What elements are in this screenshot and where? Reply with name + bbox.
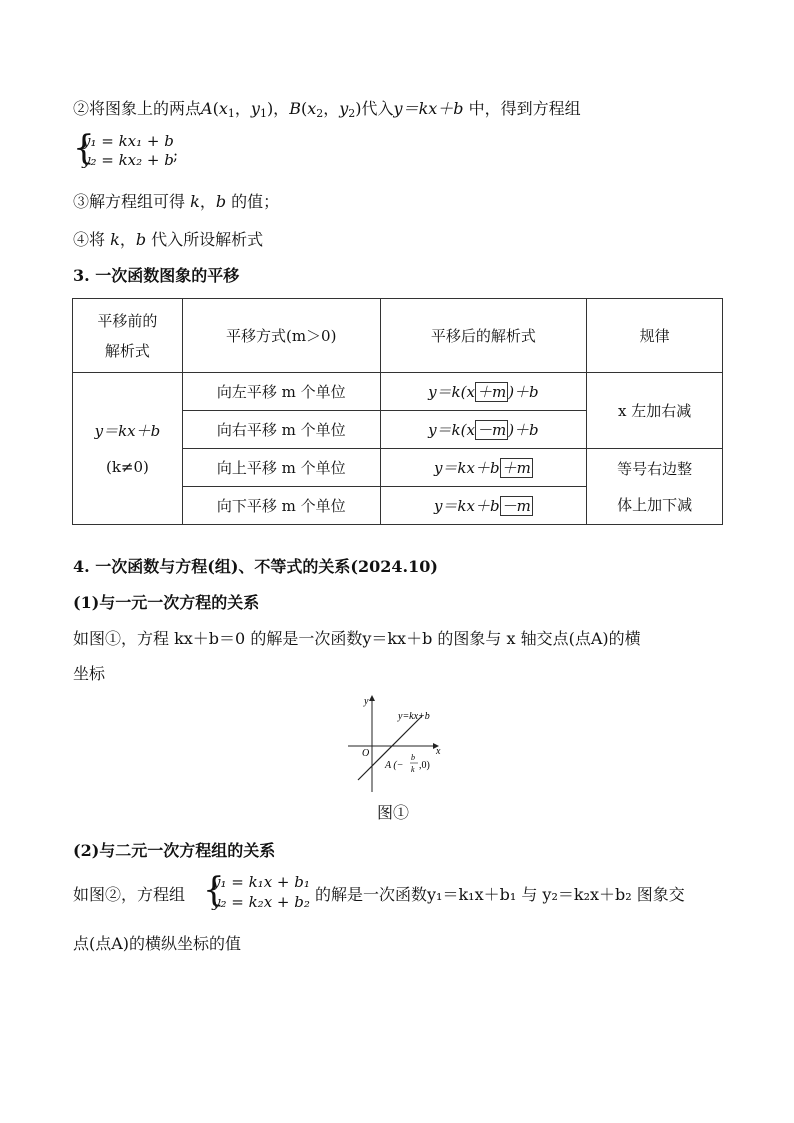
step-4-line	[73, 229, 263, 251]
step-4-text: 将	[89, 230, 111, 249]
system-2-line-1: y₁ = k₁x + b₁	[212, 873, 310, 891]
system-tail: ;	[173, 146, 179, 164]
x-axis-label: x	[436, 746, 441, 757]
section-3-title: 3. 一次函数图象的平移	[73, 266, 240, 285]
fraction-numerator: b	[411, 753, 415, 762]
after-cell	[380, 449, 587, 487]
step-3-text: 的值；	[226, 192, 280, 211]
after-pre: y＝kx＋b	[433, 497, 500, 515]
step-4-text: 代入所设解析式	[146, 230, 264, 249]
brace-icon: {	[73, 128, 95, 168]
var-b: b	[135, 230, 147, 249]
paren: (	[212, 99, 219, 118]
paren: )，	[266, 99, 290, 118]
paren: (	[300, 99, 308, 118]
comma: ，	[199, 192, 216, 211]
system-2-line-2: y₂ = k₂x + b₂	[212, 893, 310, 911]
point-a-tail: ,0)	[419, 760, 430, 771]
comma: ，	[323, 99, 340, 118]
y-axis-label: y	[364, 696, 369, 707]
boxed-term: ＋m	[476, 383, 507, 401]
header-method: 平移方式(m＞0)	[182, 299, 380, 373]
rule-cell-1: x 左加右减	[587, 373, 723, 449]
paragraph-1-line-1: 如图①，方程 kx＋b＝0 的解是一次函数y＝kx＋b 的图象与 x 轴交点(点A)的横	[73, 629, 641, 648]
circle-number-2: ②	[73, 99, 90, 118]
circle-number-3: ③	[73, 192, 90, 211]
header-before-line2: 解析式	[104, 341, 150, 360]
paragraph-1-line-2: 坐标	[73, 664, 106, 683]
subscript: 1	[227, 107, 235, 120]
subscript: 2	[316, 107, 324, 120]
comma: ，	[119, 230, 136, 249]
linear-equation: y＝kx＋b	[393, 99, 464, 118]
after-pre: y＝kx＋b	[433, 459, 500, 477]
step-2-text: 将图象上的两点	[89, 99, 202, 118]
header-before	[73, 299, 183, 373]
paragraph-2-line-2: 点(点A)的横纵坐标的值	[73, 934, 242, 953]
subscript: 1	[259, 107, 267, 120]
subscript: 2	[348, 107, 356, 120]
after-pre: y＝k(x	[428, 421, 475, 439]
fraction-denominator: k	[411, 765, 415, 774]
header-after: 平移后的解析式	[380, 299, 587, 373]
method-cell: 向左平移 m 个单位	[182, 373, 380, 411]
comma: ，	[234, 99, 251, 118]
system-line-2: y₂ = kx₂ + b	[82, 151, 174, 169]
paragraph-2-pre: 如图②，方程组	[73, 885, 186, 904]
after-cell	[380, 411, 587, 449]
brace-icon: {	[203, 870, 225, 910]
circle-number-4: ④	[73, 230, 90, 249]
method-cell: 向下平移 m 个单位	[182, 487, 380, 525]
before-condition: (k≠0)	[105, 457, 149, 476]
step-2-text: 中，得到方程组	[463, 99, 581, 118]
method-cell: 向上平移 m 个单位	[182, 449, 380, 487]
subsection-2-title: (2)与二元一次方程组的关系	[73, 841, 276, 860]
var-k: k	[110, 230, 120, 249]
point-b: B	[289, 99, 301, 118]
paragraph-2-post: 的解是一次函数y₁＝k₁x＋b₁ 与 y₂＝k₂x＋b₂ 图象交	[315, 885, 685, 904]
before-expression: y＝kx＋b	[94, 421, 161, 440]
after-pre: y＝k(x	[428, 383, 475, 401]
boxed-term: ＋m	[501, 459, 531, 477]
header-before-line1: 平移前的	[97, 311, 158, 330]
var-b: b	[215, 192, 227, 211]
before-expression-cell	[73, 373, 183, 525]
boxed-term: －m	[476, 421, 507, 439]
step-2-line	[73, 98, 581, 125]
figure-1-graph	[340, 692, 460, 796]
line-label: y=kx+b	[398, 711, 430, 722]
var-y: y	[250, 99, 260, 118]
table-row	[73, 373, 723, 411]
rule-cell-2	[587, 449, 723, 525]
boxed-term: －m	[501, 497, 531, 515]
step-3-text: 解方程组可得	[89, 192, 191, 211]
step-3-line	[73, 191, 279, 213]
section-4-title: 4. 一次函数与方程(组)、不等式的关系(2024.10)	[73, 557, 438, 576]
var-x: x	[218, 99, 228, 118]
table-header-row	[73, 299, 723, 373]
rule-2-line2: 体上加下减	[617, 495, 693, 514]
header-rule: 规律	[587, 299, 723, 373]
var-x: x	[307, 99, 317, 118]
var-k: k	[190, 192, 200, 211]
step-2-text: )代入	[355, 99, 394, 118]
system-line-1: y₁ = kx₁ + b	[82, 132, 174, 150]
origin-label: O	[362, 748, 370, 759]
after-cell	[380, 373, 587, 411]
rule-2-line1: 等号右边整	[617, 459, 693, 478]
point-a-label: A (−	[385, 760, 404, 771]
after-post: )＋b	[508, 421, 539, 439]
figure-1-caption: 图①	[377, 803, 410, 822]
after-post: )＋b	[508, 383, 539, 401]
subsection-1-title: (1)与一元一次方程的关系	[73, 593, 260, 612]
after-cell	[380, 487, 587, 525]
point-a: A	[201, 99, 213, 118]
var-y: y	[339, 99, 349, 118]
translation-table	[72, 298, 723, 525]
method-cell: 向右平移 m 个单位	[182, 411, 380, 449]
